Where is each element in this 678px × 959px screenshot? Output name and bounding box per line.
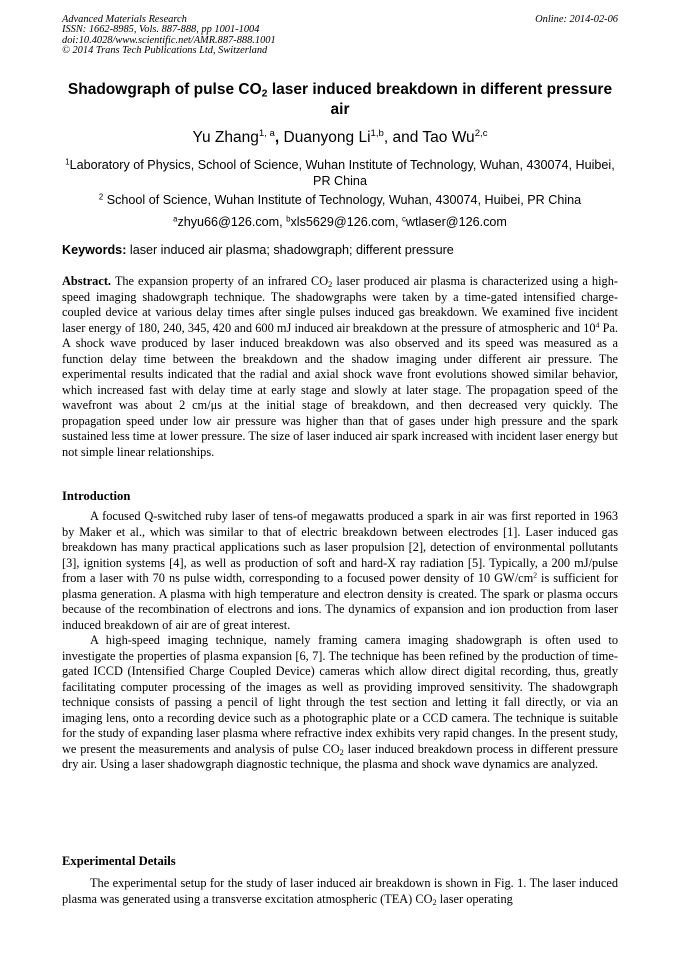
email-c-marker: c bbox=[402, 214, 406, 224]
intro-p2-text-b: laser induced breakdown process in different pressure dry air. Using a laser shadowgraph diagnostic technique, the plasma and shock wave dynamics are analyzed. bbox=[62, 741, 618, 772]
issn-line: ISSN: 1662-8985, Vols. 887-888, pp 1001-1004 bbox=[62, 24, 260, 36]
keywords-text: laser induced air plasma; shadowgraph; different pressure bbox=[126, 243, 454, 257]
paper-title bbox=[62, 80, 618, 119]
author-separator: , and bbox=[383, 129, 423, 146]
exp-p1-text-a: The experimental setup for the study of laser induced air breakdown is shown in Fig. 1. The laser induced plasma was generated using a transverse excitation atmospheric (TEA) CO bbox=[62, 876, 618, 906]
email-a-marker: a bbox=[173, 214, 178, 224]
keywords bbox=[62, 242, 618, 258]
experimental-heading: Experimental Details bbox=[62, 854, 176, 868]
introduction-body bbox=[62, 509, 618, 773]
doi-line: doi:10.4028/www.scientific.net/AMR.887-888.1001 bbox=[62, 34, 276, 46]
email-a: zhyu66@126.com, bbox=[177, 215, 287, 229]
intro-p2-subscript: 2 bbox=[339, 747, 344, 757]
author-3: Tao Wu bbox=[422, 129, 475, 146]
introduction-paragraph-1 bbox=[62, 509, 618, 633]
exp-p1-text-b: laser operating bbox=[436, 891, 513, 906]
affiliation-2-text: School of Science, Wuhan Institute of Technology, Wuhan, 430074, Huibei, PR China bbox=[103, 193, 582, 207]
experimental-body bbox=[62, 876, 618, 907]
affiliation-2-marker: 2 bbox=[98, 192, 104, 202]
abstract-text-3: Pa. A shock wave produced by laser induced breakdown was also observed and its speed was measured as a function delay time between the breakdown and the shadow imaging under different air pressure. The experimental results indicated that the radial and axial shock wave front evolutions showed similar behavior, which increased fast with delay time at early stage and slowly at later stage. The propagation speed of the wavefront was about 2 cm/μs at the initial stage of breakdown, and then decreased very quickly. The propagation speed under low air pressure was higher than that of gases under high pressure and the spark sustained less time at lower pressure. The size of laser induced air spark increased with incident laser energy but not simple linear relationships. bbox=[62, 320, 619, 459]
online-date: Online: 2014-02-06 bbox=[535, 14, 618, 25]
journal-name: Advanced Materials Research bbox=[62, 14, 187, 25]
email-b: xls5629@126.com, bbox=[290, 215, 402, 229]
intro-p1-superscript: 2 bbox=[533, 570, 538, 580]
abstract-subscript: 2 bbox=[328, 280, 333, 290]
email-b-marker: b bbox=[286, 214, 291, 224]
affiliation-1 bbox=[62, 157, 618, 189]
copyright-line: © 2014 Trans Tech Publications Ltd, Switzerland bbox=[62, 45, 268, 57]
abstract-text-1: The expansion property of an infrared CO bbox=[111, 274, 329, 288]
email-list bbox=[62, 214, 618, 230]
author-2-affiliation: 1,b bbox=[370, 128, 384, 140]
intro-p1-text-a: A focused Q-switched ruby laser of tens-of megawatts produced a spark in air was first reported in 1963 by Maker et al., which was similar to that of electric breakdown between electrodes [1]. Laser induced gas breakdown has many practical applications such as laser propulsion [2], detection of environmental pollutants [3], ignition systems [4], as well as production of soft and hard-X ray radiation [5]. Typically, a 200 mJ/pulse from a laser with 70 ns pulse width, corresponding to a focused power density of 10 GW/cm bbox=[62, 509, 618, 586]
title-subscript: 2 bbox=[261, 87, 268, 100]
abstract-text-2: laser produced air plasma is characterized using a high-speed imaging shadowgraph technique. The shadowgraphs were taken by a time-gated intensified charge-coupled device at various delay times after single pulses induced gas breakdown. We examined five incident laser energy of 180, 240, 345, 420 and 600 mJ induced air breakdown at the pressure of atmospheric and 10 bbox=[62, 274, 618, 335]
abstract bbox=[62, 274, 618, 460]
email-c: wtlaser@126.com bbox=[405, 215, 507, 229]
author-1: Yu Zhang bbox=[192, 129, 259, 146]
exp-p1-subscript: 2 bbox=[432, 897, 437, 907]
affiliation-2 bbox=[62, 192, 618, 208]
introduction-heading: Introduction bbox=[62, 489, 131, 503]
author-list bbox=[62, 128, 618, 148]
keywords-label: Keywords: bbox=[62, 243, 127, 257]
author-separator: , bbox=[274, 129, 284, 146]
author-2: Duanyong Li bbox=[283, 129, 371, 146]
title-part1: Shadowgraph of pulse CO bbox=[67, 81, 262, 98]
intro-p1-text-b: is sufficient for plasma generation. A plasma with high temperature and electron density is created. The spark or plasma occurs because of the recombination of electrons and ions. The dynamics of expansion and ion production from laser induced breakdown of air are of great interest. bbox=[62, 571, 618, 632]
introduction-paragraph-2 bbox=[62, 633, 618, 773]
affiliation-1-text: Laboratory of Physics, School of Science, Wuhan Institute of Technology, Wuhan, 430074, Huibei, PR China bbox=[69, 158, 615, 188]
abstract-label: Abstract. bbox=[62, 274, 112, 288]
experimental-paragraph-1 bbox=[62, 876, 618, 907]
title-part2: laser induced breakdown in different pressure air bbox=[267, 81, 613, 118]
abstract-superscript: 4 bbox=[595, 319, 600, 329]
author-1-affiliation: 1, a bbox=[258, 128, 275, 140]
intro-p2-text-a: A high-speed imaging technique, namely framing camera imaging shadowgraph is often used to investigate the properties of plasma expansion [6, 7]. The technique has been refined by the production of time-gated ICCD (Intensified Charge Coupled Device) cameras which allow direct digital recording, thus, greatly facilitating computer processing of the images as well as providing improved sensitivity. The shadowgraph technique consists of passing a pencil of light through the test section and letting it fall directly, or via an imaging lens, onto a recording device such as a photographic plate or a CCD camera. The technique is suitable for the study of expanding laser plasma where refractive index exhibits very rapid changes. In the present study, we present the measurements and analysis of pulse CO bbox=[62, 633, 618, 756]
affiliation-1-marker: 1 bbox=[65, 157, 70, 167]
author-3-affiliation: 2,c bbox=[474, 128, 488, 140]
journal-header bbox=[62, 15, 618, 57]
